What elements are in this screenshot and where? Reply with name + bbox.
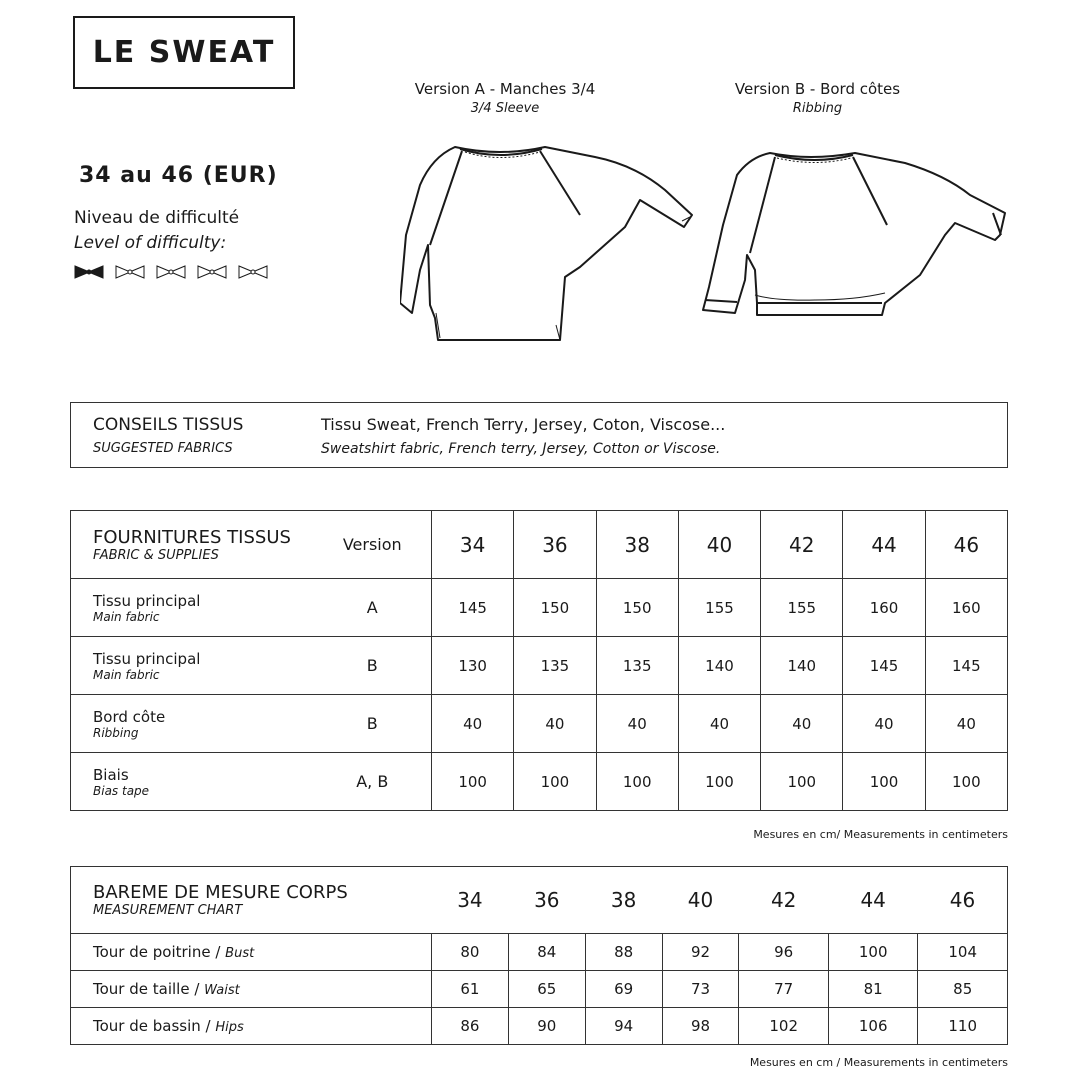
supplies-heading-en: FABRIC & SUPPLIES [93,547,219,563]
version-b-label-fr: Version B - Bord côtes [734,80,901,98]
value-cell: 150 [514,579,596,637]
version-a-label-en: 3/4 Sleeve [470,101,540,116]
value-cell: 61 [432,971,509,1008]
value-cell: 145 [925,637,1007,695]
measurement-heading-fr: BAREME DE MESURE CORPS [93,882,348,903]
suggested-fabrics-value-en: Sweatshirt fabric, French terry, Jersey, Cotton or Viscose. [321,441,721,457]
chart-measurement-note: Mesures en cm / Measurements in centimeters [749,1056,1008,1069]
value-cell: 100 [432,753,514,811]
table-row [71,695,1008,753]
row-label-en: Hips [215,1020,244,1035]
table-header-row [71,867,1008,934]
size-column-header: 40 [662,867,739,934]
version-a-label-fr: Version A - Manches 3/4 [414,80,596,98]
table-row [71,934,1008,971]
size-column-header: 42 [739,867,829,934]
row-label-fr: Bord côte [93,707,166,726]
row-label-cell [71,637,314,695]
value-cell: 98 [662,1008,739,1045]
bow-filled-icon [74,264,104,280]
version-b-caption [715,80,920,116]
value-cell: 145 [843,637,925,695]
row-label-cell [71,971,432,1008]
value-cell: 40 [432,695,514,753]
row-label-cell [71,695,314,753]
row-label-fr: Tissu principal [93,649,201,668]
row-label-cell [71,934,432,971]
value-cell: 88 [585,934,662,971]
value-cell: 100 [761,753,843,811]
size-column-header: 46 [918,867,1008,934]
size-column-header: 36 [508,867,585,934]
value-cell: 140 [678,637,760,695]
value-cell: 110 [918,1008,1008,1045]
table-row [71,971,1008,1008]
row-label-fr: Tissu principal [93,591,201,610]
measurement-chart-table [70,866,1008,1045]
supplies-heading-fr: FOURNITURES TISSUS [93,526,291,548]
version-cell: A, B [314,753,432,811]
value-cell: 69 [585,971,662,1008]
value-cell: 40 [678,695,760,753]
row-label-en: Main fabric [93,667,160,682]
supplies-heading-cell [71,511,314,579]
difficulty-label-en: Level of difficulty: [74,233,227,253]
row-label-fr: Tour de poitrine / [93,943,226,961]
difficulty-rating [74,264,268,280]
row-label-fr: Tour de bassin / [93,1017,216,1035]
value-cell: 81 [828,971,918,1008]
row-label-cell [71,753,314,811]
suggested-fabrics-panel [70,402,1008,468]
row-label-en: Bust [225,946,255,961]
value-cell: 155 [761,579,843,637]
table-row [71,579,1008,637]
table-row [71,1008,1008,1045]
table-row [71,753,1008,811]
row-label-fr: Biais [93,765,129,784]
value-cell: 40 [596,695,678,753]
value-cell: 65 [508,971,585,1008]
row-label-en: Waist [204,983,240,998]
difficulty-label-fr: Niveau de difficulté [74,208,240,228]
value-cell: 40 [514,695,596,753]
value-cell: 85 [918,971,1008,1008]
size-column-header: 34 [432,867,509,934]
value-cell: 160 [843,579,925,637]
value-cell: 90 [508,1008,585,1045]
value-cell: 100 [514,753,596,811]
sizes-range: 34 au 46 (EUR) [79,163,278,188]
value-cell: 84 [508,934,585,971]
version-a-caption [395,80,615,116]
value-cell: 92 [662,934,739,971]
value-cell: 100 [596,753,678,811]
version-b-sweatshirt-illustration [695,135,1015,335]
value-cell: 94 [585,1008,662,1045]
size-column-header: 46 [925,511,1007,579]
row-label-fr: Tour de taille / [93,980,205,998]
version-cell: B [314,695,432,753]
value-cell: 80 [432,934,509,971]
bow-outline-icon [238,264,268,280]
version-b-label-en: Ribbing [792,101,843,116]
suggested-fabrics-heading-en: SUGGESTED FABRICS [93,441,233,456]
value-cell: 104 [918,934,1008,971]
pattern-title: LE SWEAT [73,16,295,89]
value-cell: 155 [678,579,760,637]
value-cell: 135 [514,637,596,695]
value-cell: 86 [432,1008,509,1045]
row-label-en: Bias tape [93,783,150,798]
size-column-header: 38 [596,511,678,579]
row-label-cell [71,1008,432,1045]
value-cell: 102 [739,1008,829,1045]
version-cell: B [314,637,432,695]
value-cell: 106 [828,1008,918,1045]
bow-outline-icon [115,264,145,280]
fabric-supplies-table [70,510,1008,811]
measurement-heading-en: MEASUREMENT CHART [93,903,243,918]
version-cell: A [314,579,432,637]
table-row [71,637,1008,695]
value-cell: 145 [432,579,514,637]
table-header-row [71,511,1008,579]
value-cell: 40 [925,695,1007,753]
supplies-measurement-note: Mesures en cm/ Measurements in centimeters [753,828,1008,841]
value-cell: 135 [596,637,678,695]
size-column-header: 42 [761,511,843,579]
bow-outline-icon [156,264,186,280]
suggested-fabrics-heading-fr: CONSEILS TISSUS [93,415,244,435]
value-cell: 73 [662,971,739,1008]
size-column-header: 40 [678,511,760,579]
value-cell: 100 [678,753,760,811]
row-label-cell [71,579,314,637]
value-cell: 140 [761,637,843,695]
size-column-header: 36 [514,511,596,579]
value-cell: 100 [843,753,925,811]
suggested-fabrics-value-fr: Tissu Sweat, French Terry, Jersey, Coton, Viscose... [321,415,726,434]
bow-outline-icon [197,264,227,280]
row-label-en: Ribbing [93,725,139,740]
value-cell: 40 [843,695,925,753]
value-cell: 130 [432,637,514,695]
version-a-sweatshirt-illustration [400,135,700,350]
value-cell: 100 [828,934,918,971]
value-cell: 160 [925,579,1007,637]
measurement-heading-cell [71,867,432,934]
value-cell: 40 [761,695,843,753]
size-column-header: 38 [585,867,662,934]
size-column-header: 44 [828,867,918,934]
value-cell: 96 [739,934,829,971]
value-cell: 77 [739,971,829,1008]
value-cell: 100 [925,753,1007,811]
size-column-header: 34 [432,511,514,579]
value-cell: 150 [596,579,678,637]
version-column-header: Version [314,511,432,579]
size-column-header: 44 [843,511,925,579]
row-label-en: Main fabric [93,609,160,624]
